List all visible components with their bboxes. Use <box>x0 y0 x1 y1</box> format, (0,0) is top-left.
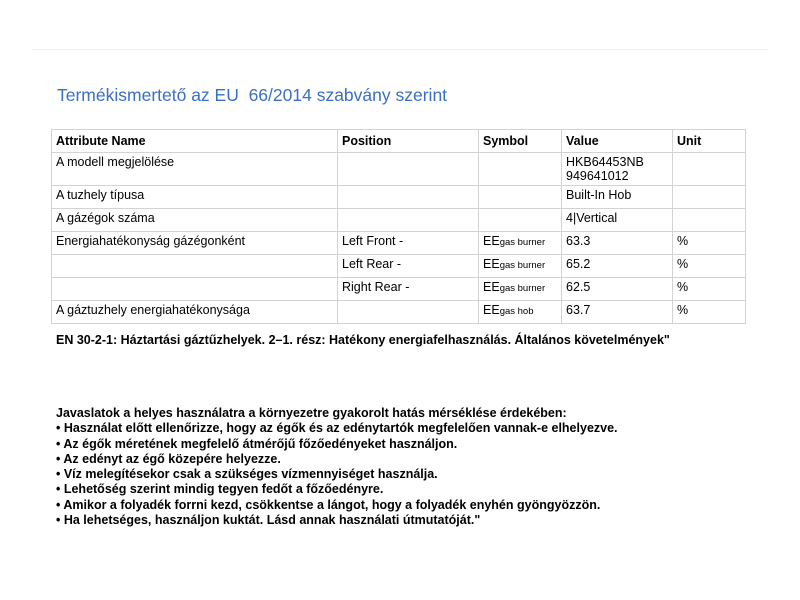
value-line: 63.7 <box>566 303 591 317</box>
header-value: Value <box>562 130 673 153</box>
symbol-main: EE <box>483 280 500 294</box>
header-attribute-name: Attribute Name <box>52 130 338 153</box>
table-row <box>52 209 746 232</box>
tip-item: • Használat előtt ellenőrizze, hogy az égők és az edénytartók megfelelően vannak-e elhelyezve. <box>56 421 618 436</box>
tip-item: • Amikor a folyadék forrni kezd, csökkentse a lángot, hogy a folyadék enyhén gyöngyözzön. <box>56 497 601 512</box>
cell-symbol <box>479 232 562 255</box>
cell-symbol <box>479 186 562 209</box>
value-line: 63.3 <box>566 234 591 248</box>
symbol-subscript: gas burner <box>499 283 546 294</box>
cell-unit <box>673 209 746 232</box>
cell-position: Left Front - <box>338 232 479 255</box>
value-line: HKB64453NB <box>566 155 644 169</box>
table-header-row <box>52 130 746 153</box>
tips-heading: Javaslatok a helyes használatra a környezetre gyakorolt hatás mérséklése érdekében: <box>56 406 567 420</box>
cell-value <box>562 232 673 255</box>
product-fiche-table <box>51 129 746 324</box>
cell-value <box>562 301 673 324</box>
symbol-main: EE <box>483 234 500 248</box>
cell-unit <box>673 186 746 209</box>
table-body <box>52 153 746 324</box>
symbol-subscript: gas burner <box>499 260 546 271</box>
table-row <box>52 186 746 209</box>
value-line: 949641012 <box>566 169 629 183</box>
value-line: Built-In Hob <box>566 188 632 202</box>
cell-attribute-name: A gázégok száma <box>52 209 338 232</box>
symbol-main: EE <box>483 257 500 271</box>
table-row <box>52 153 746 186</box>
tip-item: • Az edényt az égő közepére helyezze. <box>56 451 281 466</box>
tip-item: • Víz melegítésekor csak a szükséges vízmennyiséget használja. <box>56 467 438 482</box>
cell-attribute-name: Energiahatékonyság gázégonként <box>52 232 338 255</box>
cell-unit: % <box>673 232 746 255</box>
cell-symbol <box>479 209 562 232</box>
cell-symbol <box>479 278 562 301</box>
cell-attribute-name: A modell megjelölése <box>52 153 338 186</box>
table-row <box>52 255 746 278</box>
cell-attribute-name: A gáztuzhely energiahatékonysága <box>52 301 338 324</box>
cell-attribute-name: A tuzhely típusa <box>52 186 338 209</box>
cell-position <box>338 186 479 209</box>
cell-position <box>338 153 479 186</box>
tip-item: • Az égők méretének megfelelő átmérőjű főzőedényeket használjon. <box>56 436 458 451</box>
cell-position: Left Rear - <box>338 255 479 278</box>
symbol-main: EE <box>483 303 500 317</box>
cell-symbol <box>479 153 562 186</box>
cell-symbol <box>479 255 562 278</box>
value-line: 62.5 <box>566 280 591 294</box>
cell-value <box>562 186 673 209</box>
cell-symbol <box>479 301 562 324</box>
cell-position <box>338 209 479 232</box>
cell-unit <box>673 153 746 186</box>
table-row <box>52 301 746 324</box>
cell-attribute-name <box>52 255 338 278</box>
header-symbol: Symbol <box>479 130 562 153</box>
cell-attribute-name <box>52 278 338 301</box>
cell-value <box>562 153 673 186</box>
cell-position <box>338 301 479 324</box>
header-position: Position <box>338 130 479 153</box>
header-unit: Unit <box>673 130 746 153</box>
symbol-subscript: gas burner <box>499 237 546 248</box>
tip-item: • Lehetőség szerint mindig tegyen fedőt a főzőedényre. <box>56 482 384 497</box>
cell-position: Right Rear - <box>338 278 479 301</box>
usage-tips <box>56 406 618 528</box>
cell-value <box>562 278 673 301</box>
value-line: 65.2 <box>566 257 591 271</box>
cell-unit: % <box>673 278 746 301</box>
symbol-subscript: gas hob <box>499 306 534 317</box>
table-row <box>52 278 746 301</box>
table-row <box>52 232 746 255</box>
cell-unit: % <box>673 301 746 324</box>
document-title: Termékismertető az EU 66/2014 szabvány szerint <box>57 85 448 105</box>
cell-value <box>562 209 673 232</box>
cell-value <box>562 255 673 278</box>
value-line: 4|Vertical <box>566 211 618 225</box>
cell-unit: % <box>673 255 746 278</box>
tip-item: • Ha lehetséges, használjon kuktát. Lásd annak használati útmutatóját." <box>56 513 481 528</box>
standard-note: EN 30-2-1: Háztartási gáztűzhelyek. 2–1. rész: Hatékony energiafelhasználás. Általános követelmények" <box>56 333 670 347</box>
top-divider <box>32 49 768 50</box>
